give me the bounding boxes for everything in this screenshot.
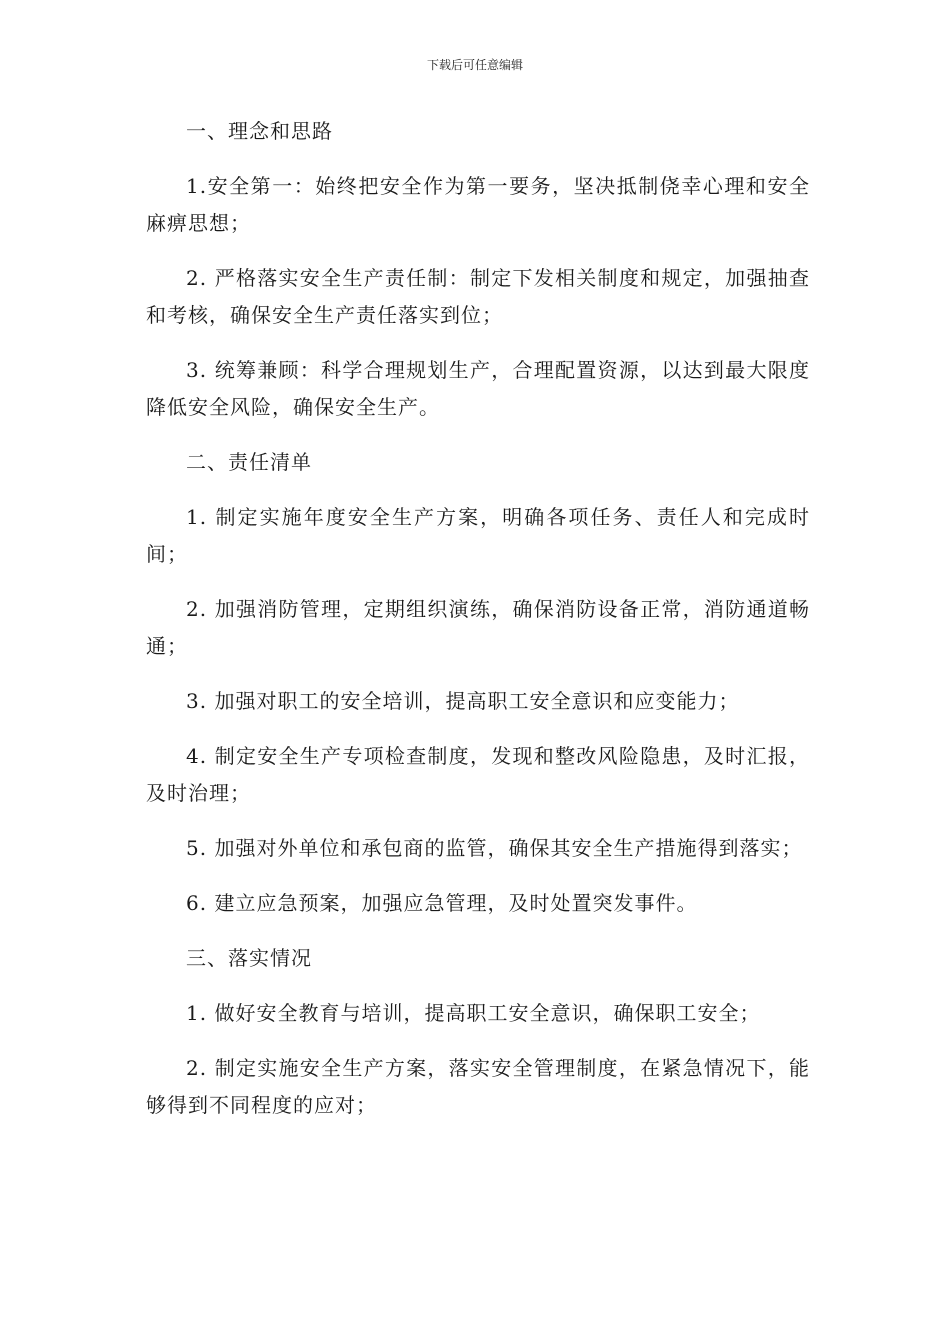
paragraph: 5. 加强对外单位和承包商的监管，确保其安全生产措施得到落实； [186, 836, 803, 860]
paragraph: 2. 严格落实安全生产责任制：制定下发相关制度和规定，加强抽查和考核，确保安全生产责任落实到位； [146, 266, 810, 327]
document-body [146, 113, 810, 1142]
paragraph: 1.安全第一：始终把安全作为第一要务，坚决抵制侥幸心理和安全麻痹思想； [146, 174, 810, 235]
paragraph: 3. 统筹兼顾：科学合理规划生产，合理配置资源，以达到最大限度降低安全风险，确保安全生产。 [146, 358, 810, 419]
section-heading: 三、落实情况 [186, 946, 312, 970]
paragraph: 1. 做好安全教育与培训，提高职工安全意识，确保职工安全； [186, 1001, 761, 1025]
section-heading: 二、责任清单 [186, 450, 312, 474]
paragraph: 6. 建立应急预案，加强应急管理，及时处置突发事件。 [186, 891, 698, 915]
paragraph: 2. 制定实施安全生产方案，落实安全管理制度，在紧急情况下，能够得到不同程度的应对； [146, 1056, 810, 1117]
paragraph: 3. 加强对职工的安全培训，提高职工安全意识和应变能力； [186, 689, 740, 713]
paragraph: 1. 制定实施年度安全生产方案，明确各项任务、责任人和完成时间； [146, 505, 810, 566]
header-note: 下载后可任意编辑 [426, 58, 523, 72]
section-heading: 一、理念和思路 [186, 119, 333, 143]
paragraph: 2. 加强消防管理，定期组织演练，确保消防设备正常，消防通道畅通； [146, 597, 810, 658]
paragraph: 4. 制定安全生产专项检查制度，发现和整改风险隐患，及时汇报，及时治理； [146, 744, 810, 805]
